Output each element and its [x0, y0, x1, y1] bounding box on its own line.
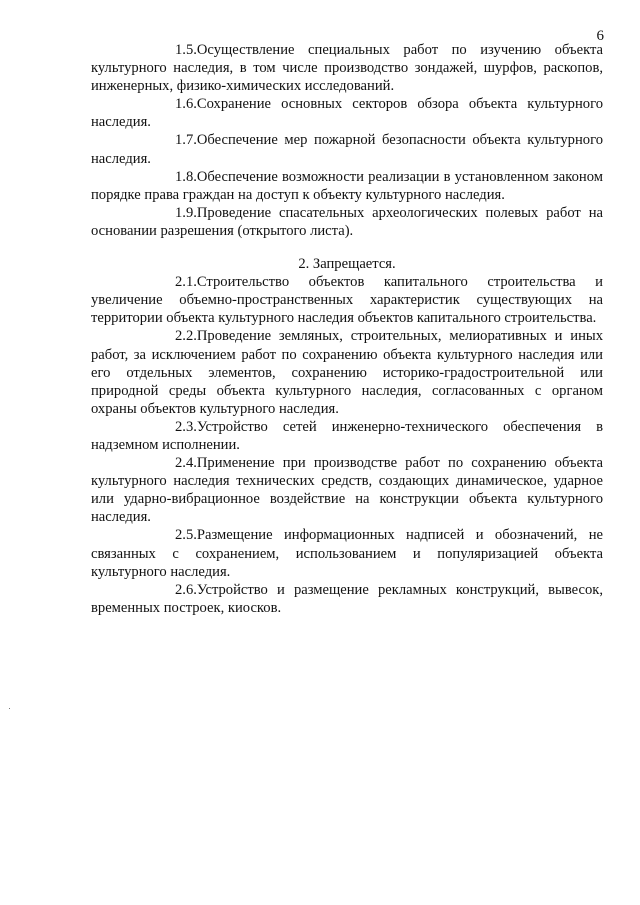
item-text: Обеспечение мер пожарной безопасности объекта культурного наследия.: [91, 132, 603, 167]
list-item: [91, 41, 603, 95]
item-number: 2.3.: [175, 418, 197, 435]
document-body: [91, 41, 603, 617]
list-item: [91, 327, 603, 417]
list-item: [91, 273, 603, 327]
list-item: [91, 454, 603, 526]
item-number: 2.4.: [175, 455, 197, 472]
list-item: [91, 418, 603, 454]
item-text: Обеспечение возможности реализации в установленном законом порядке права граждан на доступ к объекту культурного наследия.: [91, 168, 603, 203]
item-number: 1.8.: [175, 168, 197, 185]
page-number: 6: [596, 28, 604, 44]
item-text: Строительство объектов капитального строительства и увеличение объемно-пространственных характеристик существующих на территории объекта культурного наследия объектов капитального строительства.: [91, 274, 603, 327]
item-text: Проведение спасательных археологических полевых работ на основании разрешения (открытого листа).: [91, 204, 603, 239]
item-text: Осуществление специальных работ по изучению объекта культурного наследия, в том числе производство зондажей, шурфов, раскопов, инженерных, физико-химических исследований.: [91, 42, 603, 95]
list-item: [91, 581, 603, 617]
section-heading: 2. Запрещается.: [298, 256, 396, 273]
item-number: 2.1.: [175, 274, 197, 291]
list-item: [91, 204, 603, 240]
item-number: 2.2.: [175, 328, 197, 345]
list-item: [91, 168, 603, 204]
item-number: 2.6.: [175, 581, 197, 598]
item-number: 2.5.: [175, 527, 197, 544]
list-item: [91, 131, 603, 167]
item-number: 1.7.: [175, 132, 197, 149]
list-item: [91, 95, 603, 131]
item-text: Проведение земляных, строительных, мелиоративных и иных работ, за исключением работ по сохранению объекта культурного наследия или его отдельных элементов, сохранению историко-градостроительной или природной среды объекта культурного наследия, согласованных с органом охраны объектов культурного наследия.: [91, 328, 603, 417]
item-number: 1.9.: [175, 204, 197, 221]
item-text: Размещение информационных надписей и обозначений, не связанных с сохранением, использованием и популяризацией объекта культурного наследия.: [91, 527, 603, 580]
item-text: Сохранение основных секторов обзора объекта культурного наследия.: [91, 96, 603, 131]
item-number: 1.6.: [175, 96, 197, 113]
scan-speck: [9, 708, 10, 709]
item-text: Устройство сетей инженерно-технического обеспечения в надземном исполнении.: [91, 418, 603, 453]
list-item: [91, 526, 603, 580]
item-number: 1.5.: [175, 42, 197, 58]
item-text: Применение при производстве работ по сохранению объекта культурного наследия технических средств, создающих динамическое, ударное или ударно-вибрационное воздействие на конструкции объекта культурного наследия.: [91, 455, 603, 526]
item-text: Устройство и размещение рекламных конструкций, вывесок, временных построек, киосков.: [91, 581, 603, 616]
